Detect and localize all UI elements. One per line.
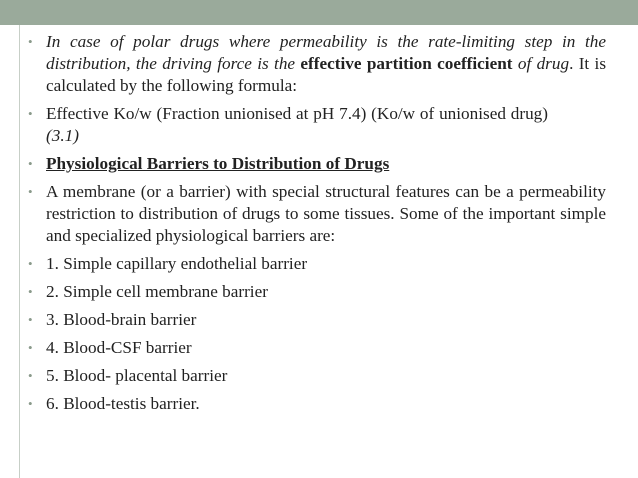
membrane-text: A membrane (or a barrier) with special structural features can be a permeability restriction to distribution of drugs to some tissues. Some of the important simple and specialized physiological barriers are:	[46, 182, 606, 245]
bullet-dot: •	[28, 396, 33, 411]
list-item	[28, 393, 606, 415]
list-item-text: 3. Blood-brain barrier	[46, 310, 197, 329]
list-item	[28, 365, 606, 387]
bullet-heading	[28, 153, 606, 175]
formula-text: Effective Ko/w (Fraction unionised at pH 7.4) (Ko/w of unionised drug)	[46, 104, 548, 123]
list-item-text: 6. Blood-testis barrier.	[46, 394, 200, 413]
list-item-text: 4. Blood-CSF barrier	[46, 338, 192, 357]
bullet-dot: •	[28, 156, 33, 171]
bullet-membrane	[28, 181, 606, 247]
bullet-dot: •	[28, 106, 33, 121]
bullet-dot: •	[28, 284, 33, 299]
slide-content	[28, 31, 606, 421]
bullet-dot: •	[28, 340, 33, 355]
bullet-text-italic-2: of drug	[517, 54, 570, 73]
slide-top-bar	[0, 0, 638, 25]
list-item	[28, 281, 606, 303]
list-item-text: 5. Blood- placental barrier	[46, 366, 228, 385]
bullet-dot: •	[28, 312, 33, 327]
bullet-formula	[28, 103, 606, 147]
bullet-dot: •	[28, 34, 33, 49]
bullet-text-italic: In case of polar drugs where permeability is the rate-limiting step in the distribution, the driving force is the	[46, 32, 606, 73]
bullet-dot: •	[28, 256, 33, 271]
bullet-dot: •	[28, 368, 33, 383]
list-item	[28, 253, 606, 275]
list-item-text: 1. Simple capillary endothelial barrier	[46, 254, 308, 273]
section-heading: Physiological Barriers to Distribution of Drugs	[46, 154, 390, 173]
list-item	[28, 309, 606, 331]
slide-left-rule	[19, 25, 20, 478]
list-item-text: 2. Simple cell membrane barrier	[46, 282, 268, 301]
list-item	[28, 337, 606, 359]
bullet-text-bold: effective partition coefficient	[300, 54, 513, 73]
bullet-text-plain: . It is calculated by the following formula:	[46, 54, 607, 95]
bullet-dot: •	[28, 184, 33, 199]
bullet-partition-coefficient	[28, 31, 606, 97]
formula-reference: (3.1)	[46, 126, 79, 145]
